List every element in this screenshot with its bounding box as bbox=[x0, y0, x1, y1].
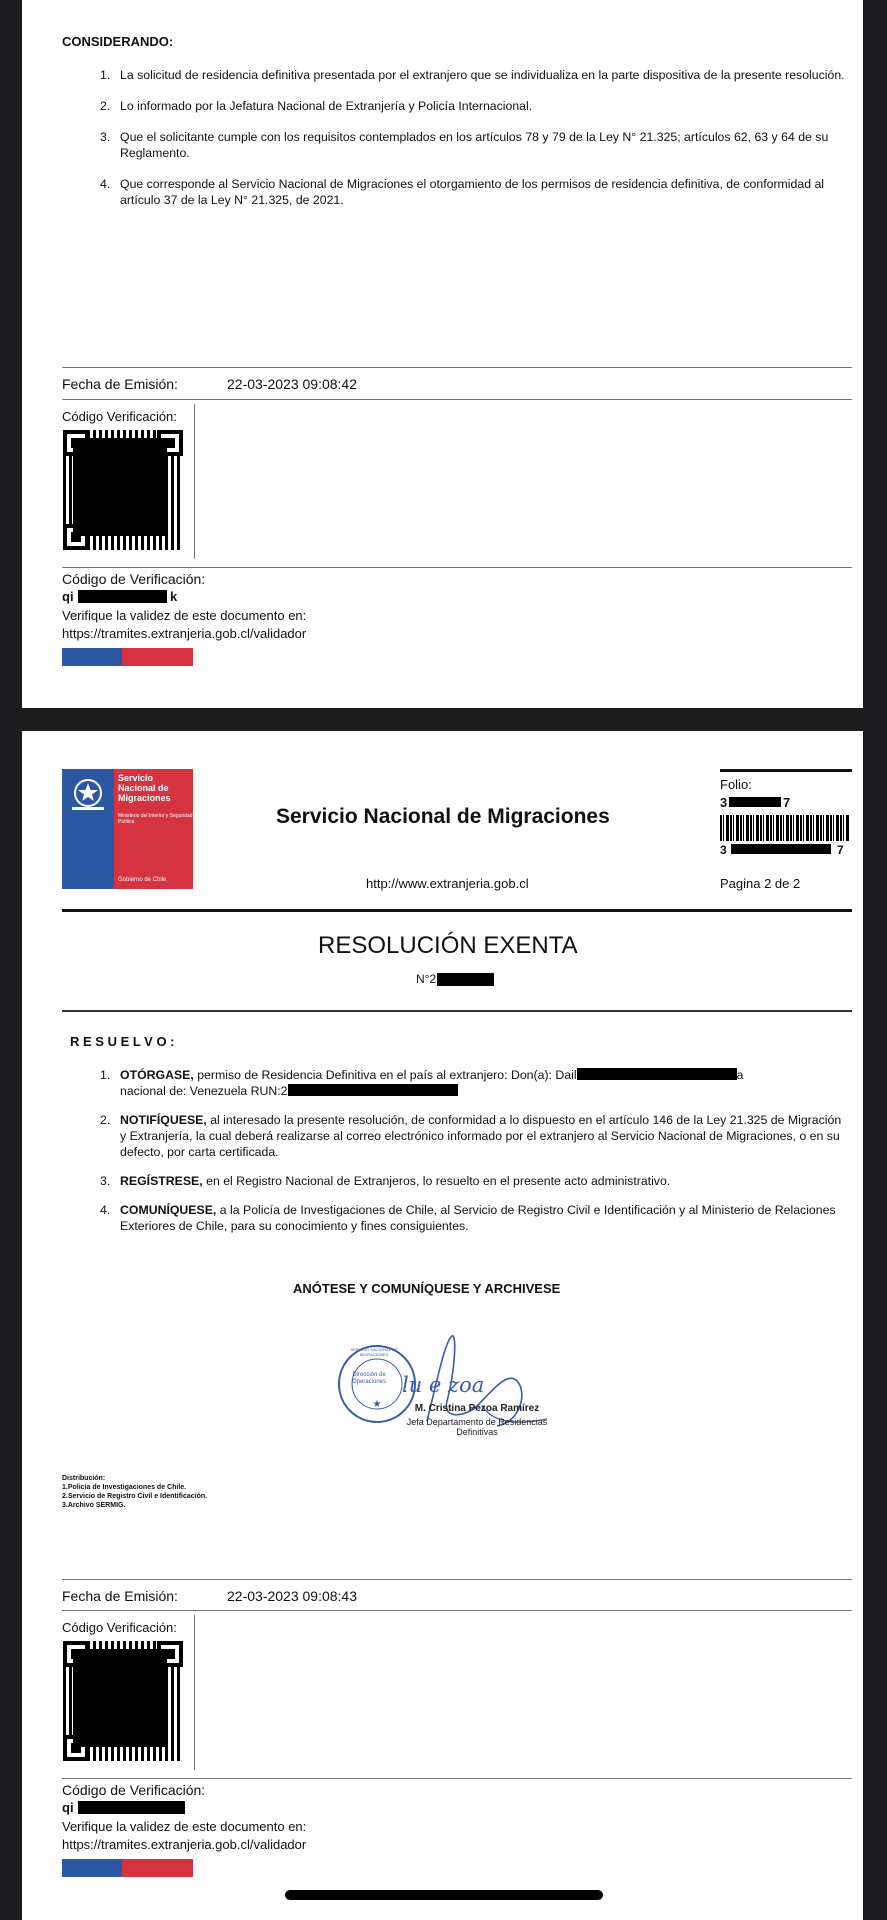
divider bbox=[62, 367, 852, 368]
stamp-center-text: Dirección de Operaciones bbox=[351, 1372, 387, 1385]
list-item: 2. NOTIFÍQUESE, al interesado la presente resolución, de conformidad a lo dispuesto en el artículo 146 de la Ley 21.325 de Migración y Extranjería, la cual deberá realizarse al correo electrónico informado por el extranjero al Servicio Nacional de Migraciones, o en su defecto, por carta certificada. bbox=[100, 1113, 842, 1159]
document-page-1 bbox=[22, 0, 863, 708]
redaction bbox=[73, 438, 167, 536]
codigo-verificacion-label: Código Verificación: bbox=[62, 409, 177, 424]
resolucion-title: RESOLUCIÓN EXENTA bbox=[318, 932, 578, 959]
fecha-emision-value: 22-03-2023 09:08:43 bbox=[227, 1588, 357, 1604]
redaction bbox=[731, 844, 831, 854]
qr-code bbox=[63, 1641, 183, 1761]
verifique-text: Verifique la validez de este documento en: bbox=[62, 1819, 307, 1834]
folio-label: Folio: bbox=[720, 777, 752, 792]
stamp-ring-text: SERVICIO NACIONAL DE MIGRACIONES bbox=[350, 1347, 398, 1357]
resuelvo-heading: R E S U E L V O : bbox=[70, 1034, 175, 1049]
list-item: 1. OTÓRGASE, permiso de Residencia Definitiva en el país al extranjero: Don(a): Dail a nacional de: Venezuela RUN:2 bbox=[100, 1068, 744, 1098]
fecha-emision-value: 22-03-2023 09:08:42 bbox=[227, 376, 357, 392]
document-page-2 bbox=[22, 731, 863, 1920]
folio-rule bbox=[720, 769, 852, 772]
divider bbox=[62, 567, 852, 568]
header-url[interactable]: http://www.extranjeria.gob.cl bbox=[366, 876, 529, 891]
list-item: 2. Lo informado por la Jefatura Nacional de Extranjería y Policía Internacional. bbox=[100, 99, 533, 113]
resuelvo-list bbox=[94, 1067, 846, 1247]
codigo-suffix: k bbox=[170, 589, 178, 604]
codigo-prefix: qi bbox=[62, 1800, 74, 1815]
verifique-text: Verifique la validez de este documento en: bbox=[62, 608, 307, 623]
fecha-emision-label: Fecha de Emisión: bbox=[62, 1588, 178, 1604]
header-title: Servicio Nacional de Migraciones bbox=[276, 805, 610, 828]
divider bbox=[62, 1778, 852, 1779]
chile-flag-stripe bbox=[62, 648, 193, 666]
signature-script: lu e zoa bbox=[402, 1373, 485, 1397]
fecha-emision-label: Fecha de Emisión: bbox=[62, 376, 178, 392]
redaction bbox=[729, 797, 781, 807]
migraciones-logo bbox=[62, 769, 193, 889]
codigo-verificacion-label: Código Verificación: bbox=[62, 1620, 177, 1635]
svg-text:★: ★ bbox=[372, 1399, 382, 1410]
logo-gov: Gobierno de Chile bbox=[118, 877, 167, 883]
divider bbox=[62, 1579, 852, 1580]
barcode-prefix: 3 bbox=[720, 843, 727, 857]
validador-link[interactable]: https://tramites.extranjeria.gob.cl/validador bbox=[62, 1837, 307, 1852]
redaction bbox=[78, 1801, 185, 1814]
coat-of-arms-icon bbox=[62, 769, 114, 819]
redaction bbox=[577, 1068, 737, 1080]
page-number: Pagina 2 de 2 bbox=[720, 876, 801, 891]
divider bbox=[62, 399, 852, 400]
folio-suffix: 7 bbox=[783, 795, 791, 810]
validador-link[interactable]: https://tramites.extranjeria.gob.cl/validador bbox=[62, 626, 307, 641]
considerando-list bbox=[94, 67, 846, 223]
redaction bbox=[73, 1649, 167, 1747]
divider bbox=[62, 1610, 852, 1611]
divider bbox=[62, 909, 852, 912]
divider bbox=[194, 1615, 195, 1770]
redaction bbox=[288, 1084, 458, 1096]
signer-name: M. Cristina Pezoa Ramírez bbox=[414, 1403, 540, 1414]
qr-code bbox=[63, 430, 183, 550]
closing-text: ANÓTESE Y COMUNÍQUESE Y ARCHIVESE bbox=[293, 1281, 561, 1296]
list-item: 1. La solicitud de residencia definitiva presentada por el extranjero que se individualiza en la parte dispositiva de la presente resolución. bbox=[100, 68, 845, 82]
divider bbox=[194, 404, 195, 559]
logo-ministry: Ministerio del Interior y Seguridad Pública bbox=[118, 813, 193, 825]
barcode-suffix: 7 bbox=[837, 843, 844, 857]
logo-title: Servicio Nacional de Migraciones bbox=[118, 773, 171, 803]
barcode bbox=[720, 815, 850, 841]
redaction bbox=[78, 590, 167, 603]
resolucion-number-prefix: N°2 bbox=[416, 972, 437, 986]
home-indicator[interactable] bbox=[285, 1890, 603, 1900]
divider bbox=[62, 1010, 852, 1012]
codigo-verificacion-title: Código de Verificación: bbox=[62, 1782, 206, 1798]
folio-prefix: 3 bbox=[720, 795, 728, 810]
chile-flag-stripe bbox=[62, 1859, 193, 1877]
distribucion-list: Distribución: 1.Policía de Investigaciones de Chile. 2.Servicio de Registro Civil e Identificación. 3.Archivo SERMIG. bbox=[62, 1475, 208, 1509]
list-item: 3. REGÍSTRESE, en el Registro Nacional de Extranjeros, lo resuelto en el presente acto administrativo. bbox=[100, 1174, 671, 1188]
considerando-heading: CONSIDERANDO: bbox=[62, 34, 174, 49]
list-item: 4. Que corresponde al Servicio Nacional de Migraciones el otorgamiento de los permisos de residencia definitiva, de conformidad al artículo 37 de la Ley N° 21.325, de 2021. bbox=[100, 177, 825, 207]
list-item: 3. Que el solicitante cumple con los requisitos contemplados en los artículos 78 y 79 de la Ley N° 21.325; artículos 62, 63 y 64 de su Reglamento. bbox=[100, 130, 829, 160]
codigo-prefix: qi bbox=[62, 589, 74, 604]
list-item: 4. COMUNÍQUESE, a la Policía de Investigaciones de Chile, al Servicio de Registro Civil e Identificación y al Ministerio de Relaciones Exteriores de Chile, para su conocimiento y fines consiguientes. bbox=[100, 1203, 836, 1233]
codigo-verificacion-title: Código de Verificación: bbox=[62, 571, 206, 587]
signer-role: Jefa Departamento de Residencias Definitivas bbox=[406, 1417, 548, 1437]
redaction bbox=[437, 973, 494, 986]
